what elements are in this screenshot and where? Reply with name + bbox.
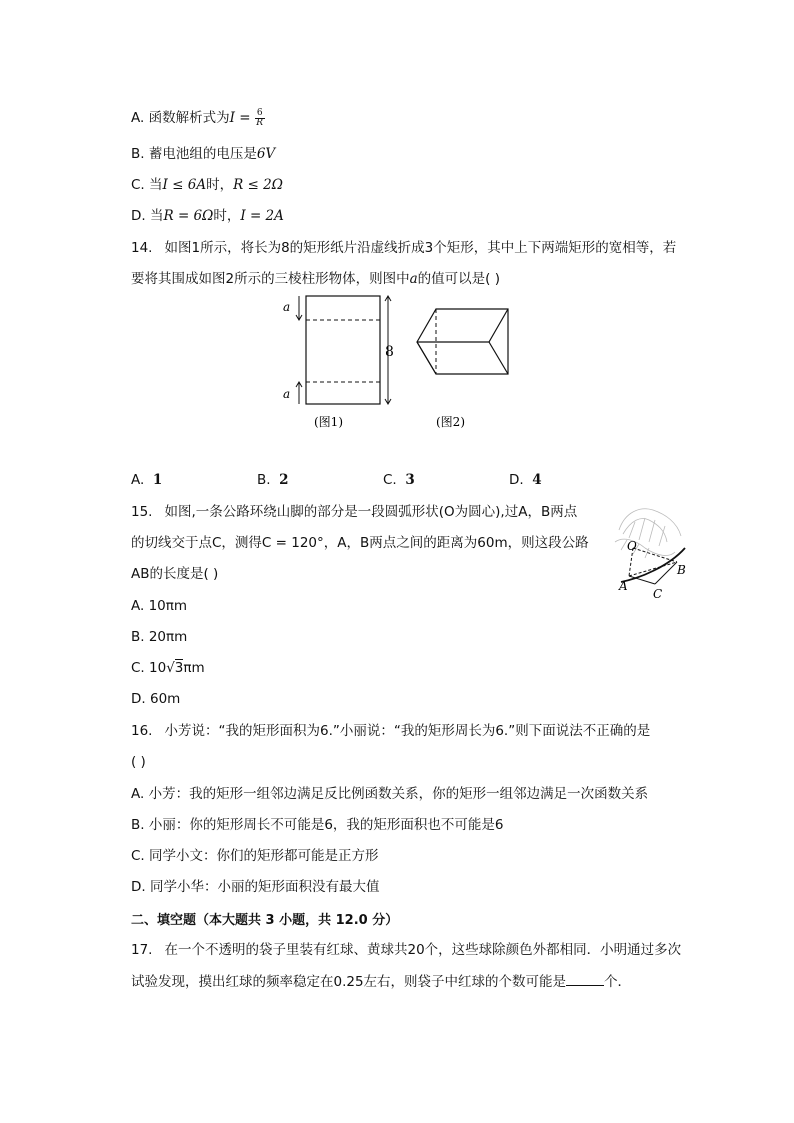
- q17-line2-pre: 试验发现，摸出红球的频率稳定在0.25左右，则袋子中红球的个数可能是: [131, 974, 567, 990]
- q15-label-B: B: [677, 563, 686, 577]
- q15-label-O: O: [627, 539, 637, 553]
- q15-option-d-text: D. 60m: [131, 691, 181, 707]
- q15-option-b: [131, 627, 187, 647]
- q14-number: 14.: [131, 240, 153, 256]
- q15-stem-line3: [131, 564, 218, 584]
- q15-option-d: [131, 689, 180, 709]
- q15-label-C: C: [653, 587, 663, 600]
- q14-fig2-caption: (图2): [436, 415, 465, 429]
- q14-fig2-edge: [417, 342, 436, 374]
- q14-fig1-a-top: a: [283, 300, 291, 314]
- q16-line2-text: ( ): [131, 754, 146, 770]
- q16-option-b: [131, 815, 504, 835]
- q14-fig1-rect: [306, 296, 380, 404]
- q17-line2-post: 个．: [604, 974, 632, 990]
- q17-answer-blank[interactable]: [566, 971, 604, 986]
- q15-stem-line2: [131, 533, 589, 553]
- q14-stem-line1: [131, 238, 676, 258]
- option-letter: D.: [509, 472, 524, 488]
- q14-option-c: [383, 470, 415, 490]
- q15-option-a: [131, 596, 187, 616]
- q13-option-c-text: C. 当: [131, 177, 163, 193]
- q13-option-a: [131, 108, 265, 128]
- q13-option-d: [131, 206, 284, 226]
- q16-line1-text: 小芳说：“我的矩形面积为6.”小丽说：“我的矩形周长为6.”则下面说法不正确的是: [164, 723, 651, 739]
- q16-option-a: [131, 784, 648, 804]
- q15-line1-text: 如图,一条公路环绕山脚的部分是一段圆弧形状(O为圆心),过A，B两点: [164, 504, 578, 520]
- q16-option-a-text: A. 小芳：我的矩形一组邻边满足反比例函数关系，你的矩形一组邻边满足一次函数关系: [131, 786, 649, 802]
- mountain-sketch: [615, 509, 681, 558]
- sqrt-icon: √: [166, 660, 175, 676]
- q13-option-d-mid: 时，: [213, 208, 241, 224]
- q14-fig1-caption: (图1): [314, 415, 343, 429]
- q13-option-d-res: I = 2A: [240, 208, 284, 224]
- q15-option-a-text: A. 10πm: [131, 598, 188, 614]
- q13-option-c-mid: 时，: [206, 177, 234, 193]
- q14-fig1-length-label: 8: [385, 344, 394, 360]
- q16-option-c-text: C. 同学小文：你们的矩形都可能是正方形: [131, 848, 379, 864]
- q14-figure2: [417, 309, 508, 429]
- q16-option-c: [131, 846, 379, 866]
- q14-option-b: [257, 470, 289, 490]
- q16-stem-line1: [131, 721, 650, 741]
- q14-figures: [270, 290, 530, 440]
- q13-option-a-fraction: [255, 109, 265, 128]
- q14-line2-pre: 要将其围成如图2所示的三棱柱形物体，则图中: [131, 271, 410, 287]
- q17-number: 17.: [131, 942, 153, 958]
- fraction-numerator: 6: [256, 107, 263, 118]
- section-heading: 二、填空题（本大题共 3 小题，共 12.0 分）: [131, 913, 399, 928]
- q14-fig2-edge: [489, 342, 508, 374]
- q15-option-c-pre: C. 10: [131, 660, 167, 676]
- q15-stem-line1: [131, 502, 577, 522]
- q16-option-b-text: B. 小丽：你的矩形周长不可能是6，我的矩形面积也不可能是6: [131, 817, 504, 833]
- q13-option-b-text: B. 蓄电池组的电压是: [131, 146, 257, 162]
- q13-option-c-cond: I ≤ 6A: [162, 177, 207, 193]
- option-value: 1: [152, 472, 163, 488]
- q15-option-b-text: B. 20πm: [131, 629, 188, 645]
- q15-tangent-AC: [629, 576, 655, 584]
- q16-option-d-text: D. 同学小华：小丽的矩形面积没有最大值: [131, 879, 380, 895]
- q13-option-a-lhs: I =: [229, 110, 251, 126]
- q15-option-c-post: πm: [183, 660, 205, 676]
- q16-stem-line2: [131, 752, 146, 772]
- q13-option-a-text: A. 函数解析式为: [131, 110, 230, 126]
- option-letter: B.: [257, 472, 271, 488]
- q17-stem-line1: [131, 940, 681, 960]
- q17-stem-line2: [131, 971, 631, 992]
- q14-line2-var: a: [409, 271, 418, 287]
- q13-option-d-cond: R = 6Ω: [163, 208, 214, 224]
- q13-option-b: [131, 144, 275, 164]
- option-letter: C.: [383, 472, 397, 488]
- q17-line1-text: 在一个不透明的袋子里装有红球、黄球共20个，这些球除颜色外都相同．小明通过多次: [164, 942, 682, 958]
- q13-option-c: [131, 175, 283, 195]
- option-value: 4: [532, 472, 542, 488]
- q14-stem-line2: [131, 269, 500, 289]
- q15-label-A: A: [619, 579, 628, 593]
- q14-line1-text: 如图1所示，将长为8的矩形纸片沿虚线折成3个矩形，其中上下两端矩形的宽相等，若: [164, 240, 677, 256]
- q14-line2-post: 的值可以是( ): [417, 271, 500, 287]
- q14-option-a: [131, 470, 162, 490]
- q14-fig1-a-bottom: a: [283, 387, 291, 401]
- option-letter: A.: [131, 472, 145, 488]
- q15-number: 15.: [131, 504, 153, 520]
- q16-number: 16.: [131, 723, 153, 739]
- option-value: 2: [279, 472, 289, 488]
- q14-figure1: [283, 296, 394, 429]
- q15-tangent-BC: [655, 562, 677, 584]
- q15-line2-text: 的切线交于点C，测得C = 120°，A，B两点之间的距离为60m，则这段公路: [131, 535, 589, 551]
- q14-option-d: [509, 470, 542, 490]
- fraction-denominator: R: [256, 117, 264, 128]
- q13-option-b-value: 6V: [256, 146, 276, 162]
- q15-option-c-root: 3: [174, 660, 184, 676]
- q15-figure: [605, 500, 697, 600]
- option-value: 3: [405, 472, 415, 488]
- q16-option-d: [131, 877, 379, 897]
- q15-line3-text: AB的长度是( ): [131, 566, 219, 582]
- q15-option-c: [131, 658, 205, 678]
- q13-option-c-res: R ≤ 2Ω: [233, 177, 283, 193]
- q13-option-d-text: D. 当: [131, 208, 164, 224]
- q14-fig2-edge: [489, 309, 508, 342]
